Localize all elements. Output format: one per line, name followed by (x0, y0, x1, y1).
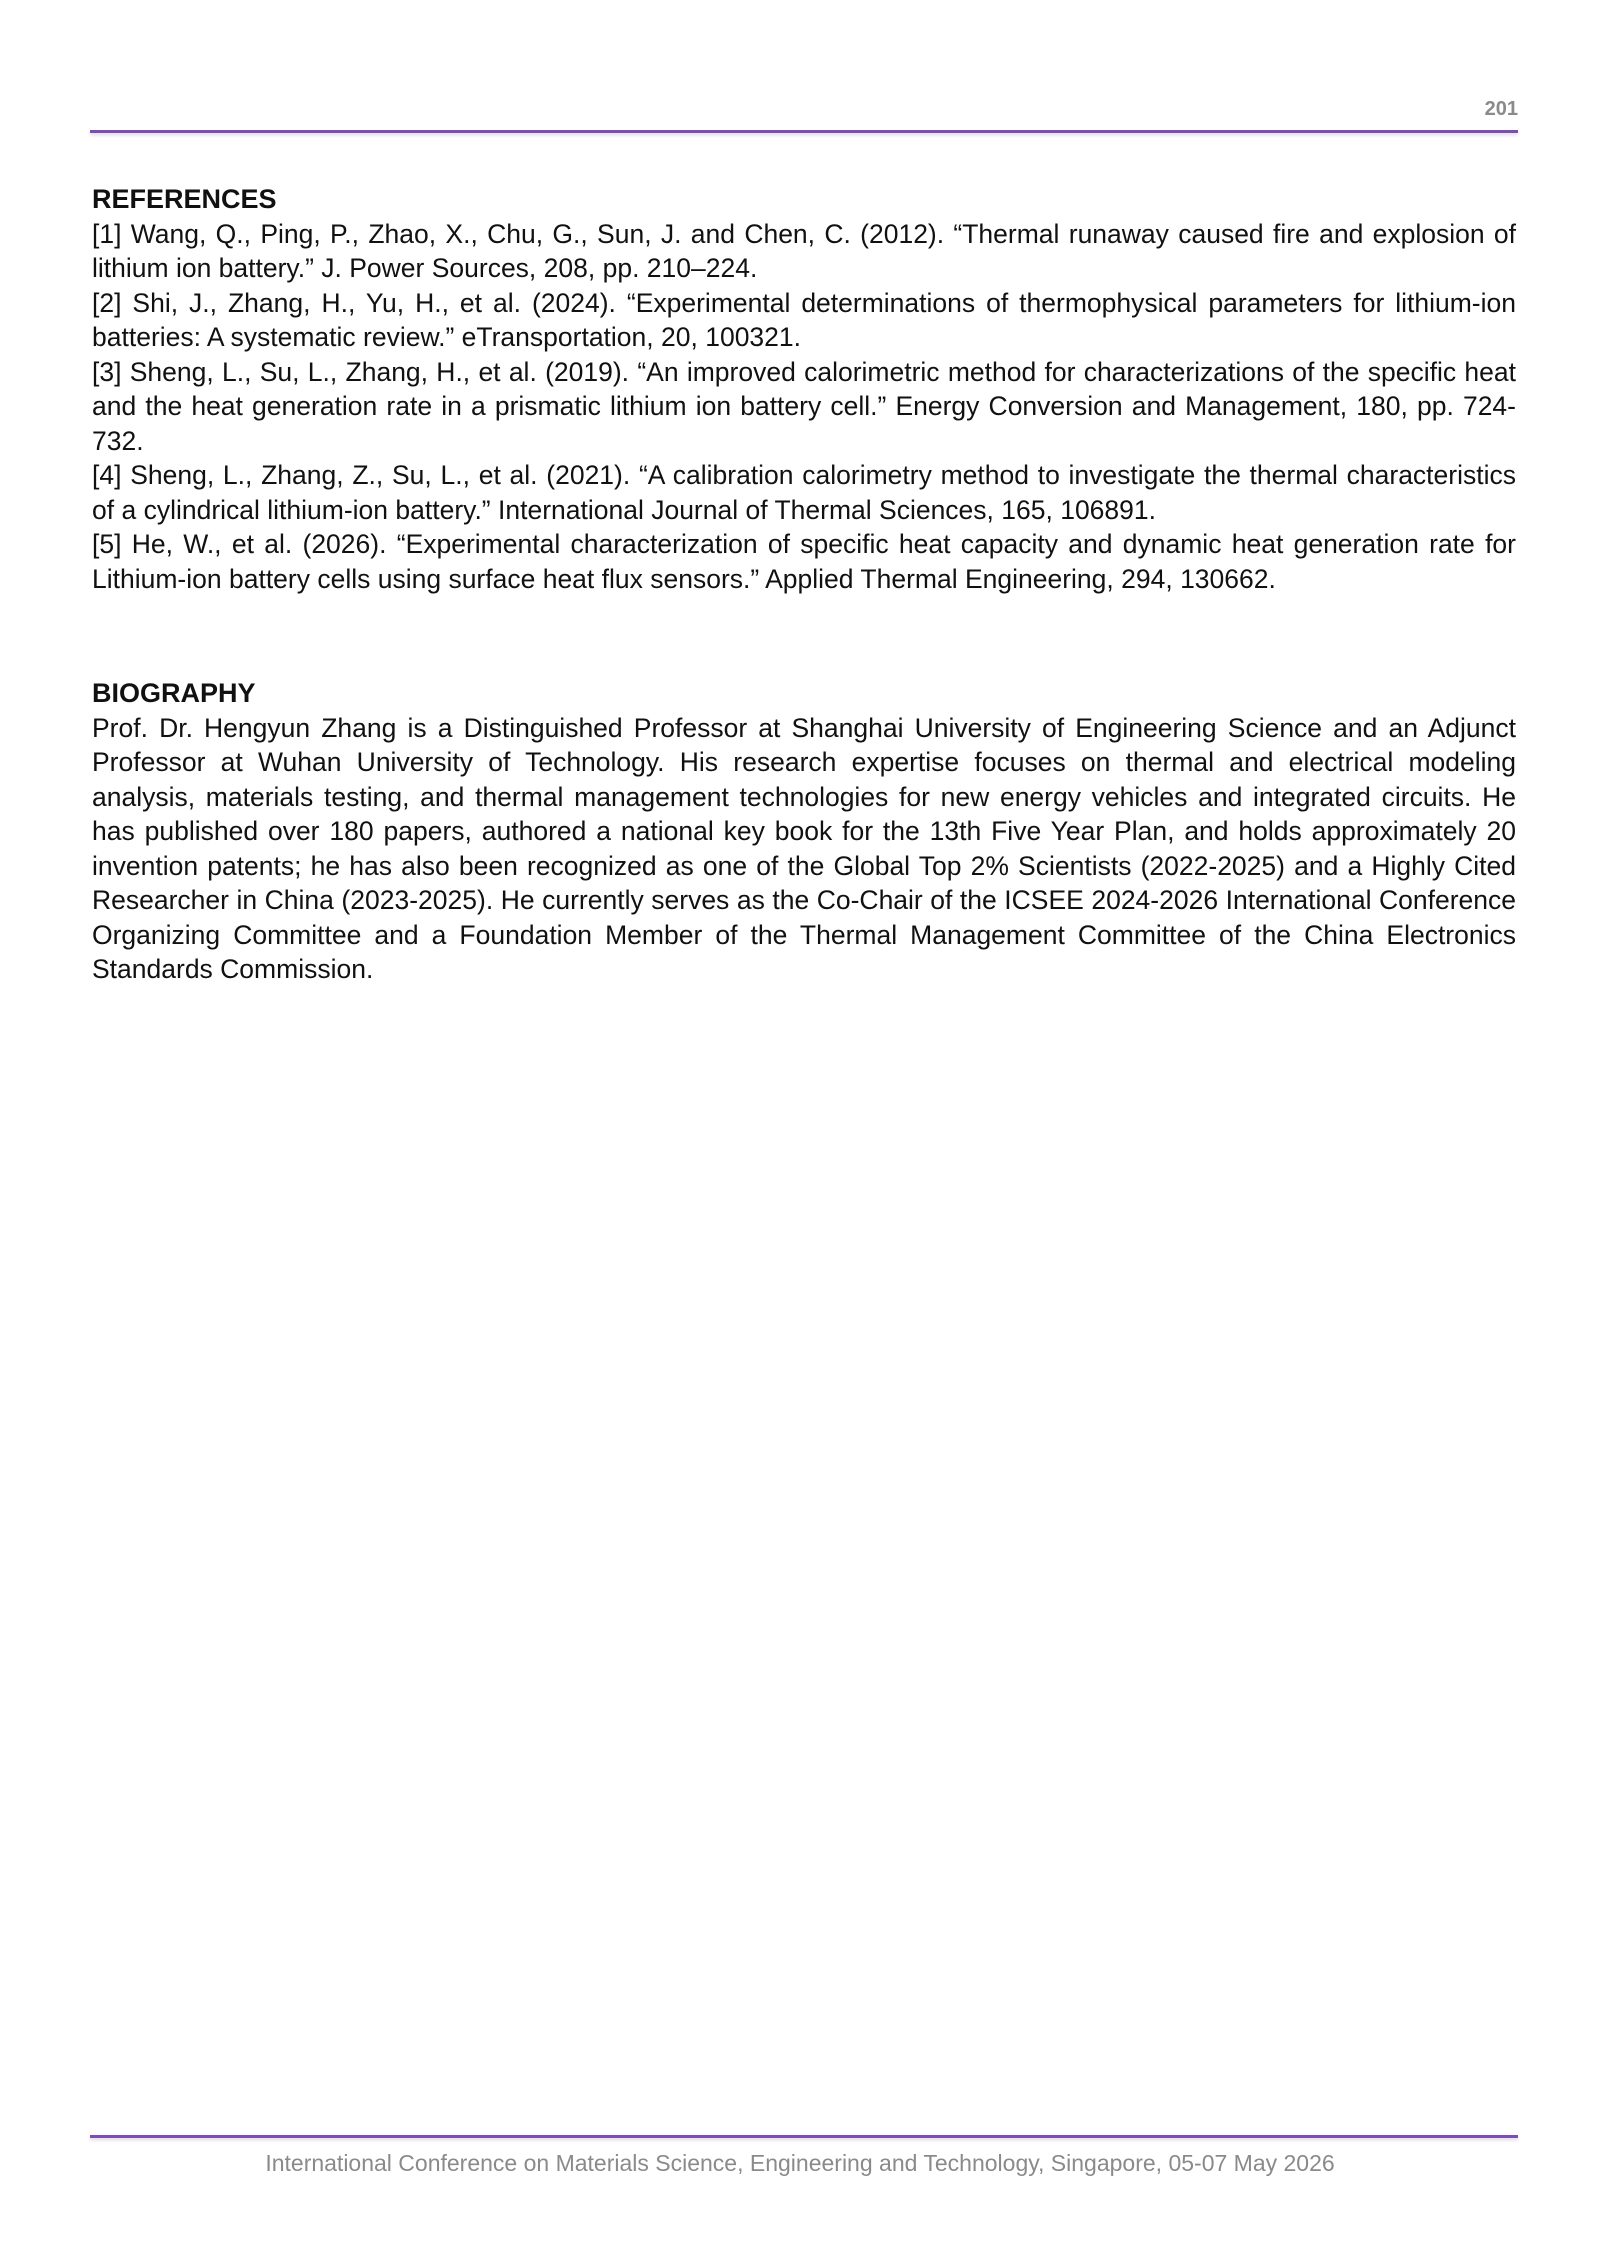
reference-item-1: [1] Wang, Q., Ping, P., Zhao, X., Chu, G., Sun, J. and Chen, C. (2012). “Thermal runaway caused fire and explosion of lithium ion battery.” J. Power Sources, 208, pp. 210–224. (92, 218, 1516, 283)
footer-rule (90, 2135, 1518, 2138)
reference-item-2: [2] Shi, J., Zhang, H., Yu, H., et al. (2024). “Experimental determinations of thermophysical parameters for lithium-ion batteries: A systematic review.” eTransportation, 20, 100321. (92, 287, 1516, 352)
page-number: 201 (1484, 98, 1518, 120)
reference-item-4: [4] Sheng, L., Zhang, Z., Su, L., et al. (2021). “A calibration calorimetry method to investigate the thermal characteristics of a cylindrical lithium-ion battery.” International Journal of Thermal Sciences, 165, 106891. (92, 460, 1516, 525)
biography-heading: BIOGRAPHY (92, 678, 256, 708)
biography-text: Prof. Dr. Hengyun Zhang is a Distinguished Professor at Shanghai University of Engineering Science and an Adjunct Professor at Wuhan University of Technology. His research expertise focuses on thermal and electrical modeling analysis, materials testing, and thermal management technologies for new energy vehicles and integrated circuits. He has published over 180 papers, authored a national key book for the 13th Five Year Plan, and holds approximately 20 invention patents; he has also been recognized as one of the Global Top 2% Scientists (2022-2025) and a Highly Cited Researcher in China (2023-2025). He currently serves as the Co-Chair of the ICSEE 2024-2026 International Conference Organizing Committee and a Foundation Member of the Thermal Management Committee of the China Electronics Standards Commission. (92, 712, 1516, 984)
reference-item-3: [3] Sheng, L., Su, L., Zhang, H., et al. (2019). “An improved calorimetric method for characterizations of the specific heat and the heat generation rate in a prismatic lithium ion battery cell.” Energy Conversion and Management, 180, pp. 724-732. (92, 356, 1516, 456)
footer-text: International Conference on Materials Science, Engineering and Technology, Singapore, 05-07 May 2026 (265, 2150, 1335, 2176)
header-rule (90, 130, 1518, 133)
references-heading: REFERENCES (92, 184, 277, 214)
reference-item-5: [5] He, W., et al. (2026). “Experimental characterization of specific heat capacity and dynamic heat generation rate for Lithium-ion battery cells using surface heat flux sensors.” Applied Thermal Engineering, 294, 130662. (92, 529, 1516, 594)
reference-list (92, 217, 1516, 597)
page-content (92, 182, 1516, 987)
